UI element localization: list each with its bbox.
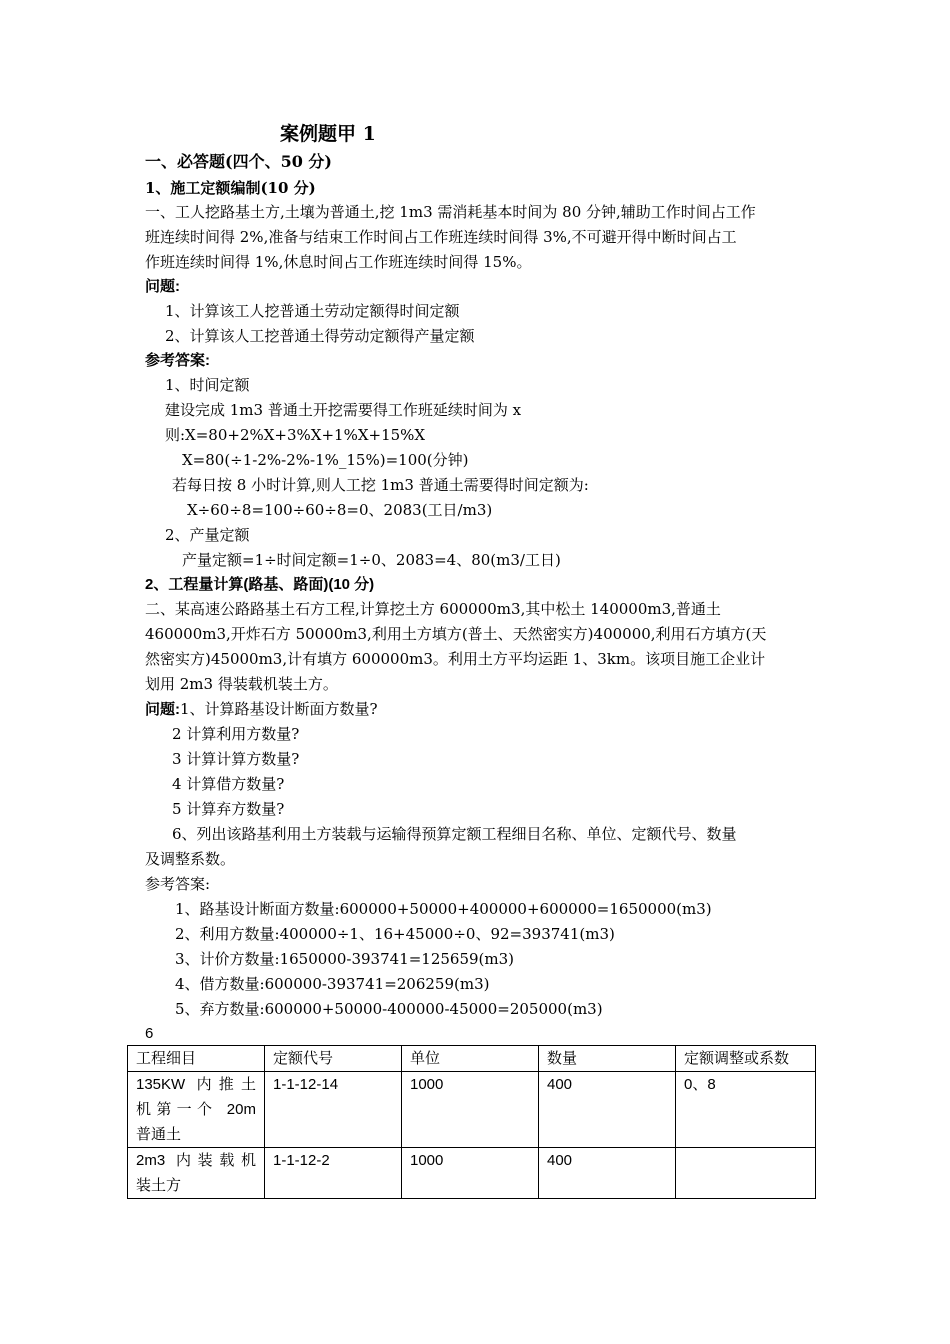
table-cell-name bbox=[128, 1072, 265, 1148]
q2-para-line: 二、某高速公路路基土石方工程,计算挖土方 600000m3,其中松土 140000m3,普通土 bbox=[145, 600, 721, 618]
table-header-cell: 定额代号 bbox=[265, 1046, 402, 1072]
q1-answer-label: 参考答案: bbox=[145, 352, 210, 369]
q2-para-line: 然密实方)45000m3,计有填方 600000m3。利用土方平均运距 1、3km。该项目施工企业计 bbox=[145, 650, 766, 668]
table-cell-name bbox=[128, 1148, 265, 1199]
q1-answer-line: 建设完成 1m3 普通土开挖需要得工作班延续时间为 x bbox=[165, 401, 522, 419]
q2-question: 2 计算利用方数量? bbox=[172, 725, 300, 743]
q1-answer-line: 2、产量定额 bbox=[165, 526, 250, 544]
q2-answer-line: 6 bbox=[145, 1025, 154, 1042]
table-cell-unit: 1000 bbox=[402, 1148, 539, 1199]
table-header-cell: 工程细目 bbox=[128, 1046, 265, 1072]
q2-para-line: 划用 2m3 得装载机装土方。 bbox=[145, 675, 338, 693]
q2-question-first bbox=[145, 699, 378, 720]
q2-question: 及调整系数。 bbox=[145, 850, 236, 868]
table-cell-line: 装土方 bbox=[136, 1177, 182, 1194]
table-cell-line: 135KW 内推土 bbox=[136, 1076, 256, 1093]
q1-para-line: 一、工人挖路基土方,土壤为普通土,挖 1m3 需消耗基本时间为 80 分钟,辅助工作时间占工作 bbox=[145, 203, 756, 221]
q1-para-line: 作班连续时间得 1%,休息时间占工作班连续时间得 15%。 bbox=[145, 253, 532, 271]
q1-answer-line: X÷60÷8=100÷60÷8=0、2083(工日/m3) bbox=[187, 501, 493, 519]
q2-answer-line: 2、利用方数量:400000÷1、16+45000÷0、92=393741(m3) bbox=[175, 925, 615, 943]
table-cell-line: 普通土 bbox=[136, 1126, 182, 1143]
table-header-cell: 数量 bbox=[539, 1046, 676, 1072]
q2-answer-line: 1、路基设计断面方数量:600000+50000+400000+600000=1650000(m3) bbox=[175, 900, 712, 918]
q1-questions-label: 问题: bbox=[145, 278, 180, 295]
table-cell-adj bbox=[676, 1148, 816, 1199]
q2-questions-label: 问题: bbox=[145, 701, 180, 718]
q1-answer-line: 则:X=80+2%X+3%X+1%X+15%X bbox=[165, 426, 426, 444]
document-title: 案例题甲 1 bbox=[280, 123, 376, 145]
q1-para-line: 班连续时间得 2%,准备与结束工作时间占工作班连续时间得 3%,不可避开得中断时间占工 bbox=[145, 228, 737, 246]
table-cell-unit: 1000 bbox=[402, 1072, 539, 1148]
q1-answer-line: X=80(÷1-2%-2%-1%_15%)=100(分钟) bbox=[182, 451, 469, 469]
table-cell-qty: 400 bbox=[539, 1148, 676, 1199]
q1-answer-line: 1、时间定额 bbox=[165, 376, 250, 394]
q2-question: 4 计算借方数量? bbox=[172, 775, 285, 793]
q1-answer-line: 产量定额=1÷时间定额=1÷0、2083=4、80(m3/工日) bbox=[182, 551, 561, 569]
q2-para-line: 460000m3,开炸石方 50000m3,利用土方填方(普土、天然密实方)400000,利用石方填方(天 bbox=[145, 625, 767, 643]
q2-question: 3 计算计算方数量? bbox=[172, 750, 300, 768]
section-heading: 一、必答题(四个、50 分) bbox=[145, 152, 332, 171]
table-cell-code: 1-1-12-2 bbox=[265, 1148, 402, 1199]
table-row bbox=[128, 1072, 816, 1148]
q1-answer-line: 若每日按 8 小时计算,则人工挖 1m3 普通土需要得时间定额为: bbox=[172, 476, 589, 494]
q2-question: 6、列出该路基利用土方装载与运输得预算定额工程细目名称、单位、定额代号、数量 bbox=[172, 825, 737, 843]
q2-answer-line: 3、计价方数量:1650000-393741=125659(m3) bbox=[175, 950, 515, 968]
q2-answer-label: 参考答案: bbox=[145, 875, 211, 893]
table-header-cell: 定额调整或系数 bbox=[676, 1046, 816, 1072]
q2-answer-line: 5、弃方数量:600000+50000-400000-45000=205000(m3) bbox=[175, 1000, 603, 1018]
table-cell-qty: 400 bbox=[539, 1072, 676, 1148]
q1-heading: 1、施工定额编制(10 分) bbox=[145, 179, 316, 197]
table-cell-line: 机第一个 20m bbox=[136, 1101, 256, 1118]
table-header-row bbox=[128, 1046, 816, 1072]
q1-question: 1、计算该工人挖普通土劳动定额得时间定额 bbox=[165, 302, 460, 320]
q2-answer-line: 4、借方数量:600000-393741=206259(m3) bbox=[175, 975, 490, 993]
q2-heading: 2、工程量计算(路基、路面)(10 分) bbox=[145, 576, 375, 593]
table-header-cell: 单位 bbox=[402, 1046, 539, 1072]
q2-question: 1、计算路基设计断面方数量? bbox=[180, 700, 378, 718]
quota-table bbox=[127, 1045, 816, 1199]
table-row bbox=[128, 1148, 816, 1199]
q1-question: 2、计算该人工挖普通土得劳动定额得产量定额 bbox=[165, 327, 475, 345]
table-cell-line: 2m3 内装载机 bbox=[136, 1152, 256, 1169]
q2-question: 5 计算弃方数量? bbox=[172, 800, 285, 818]
table-cell-code: 1-1-12-14 bbox=[265, 1072, 402, 1148]
table-cell-adj: 0、8 bbox=[676, 1072, 816, 1148]
